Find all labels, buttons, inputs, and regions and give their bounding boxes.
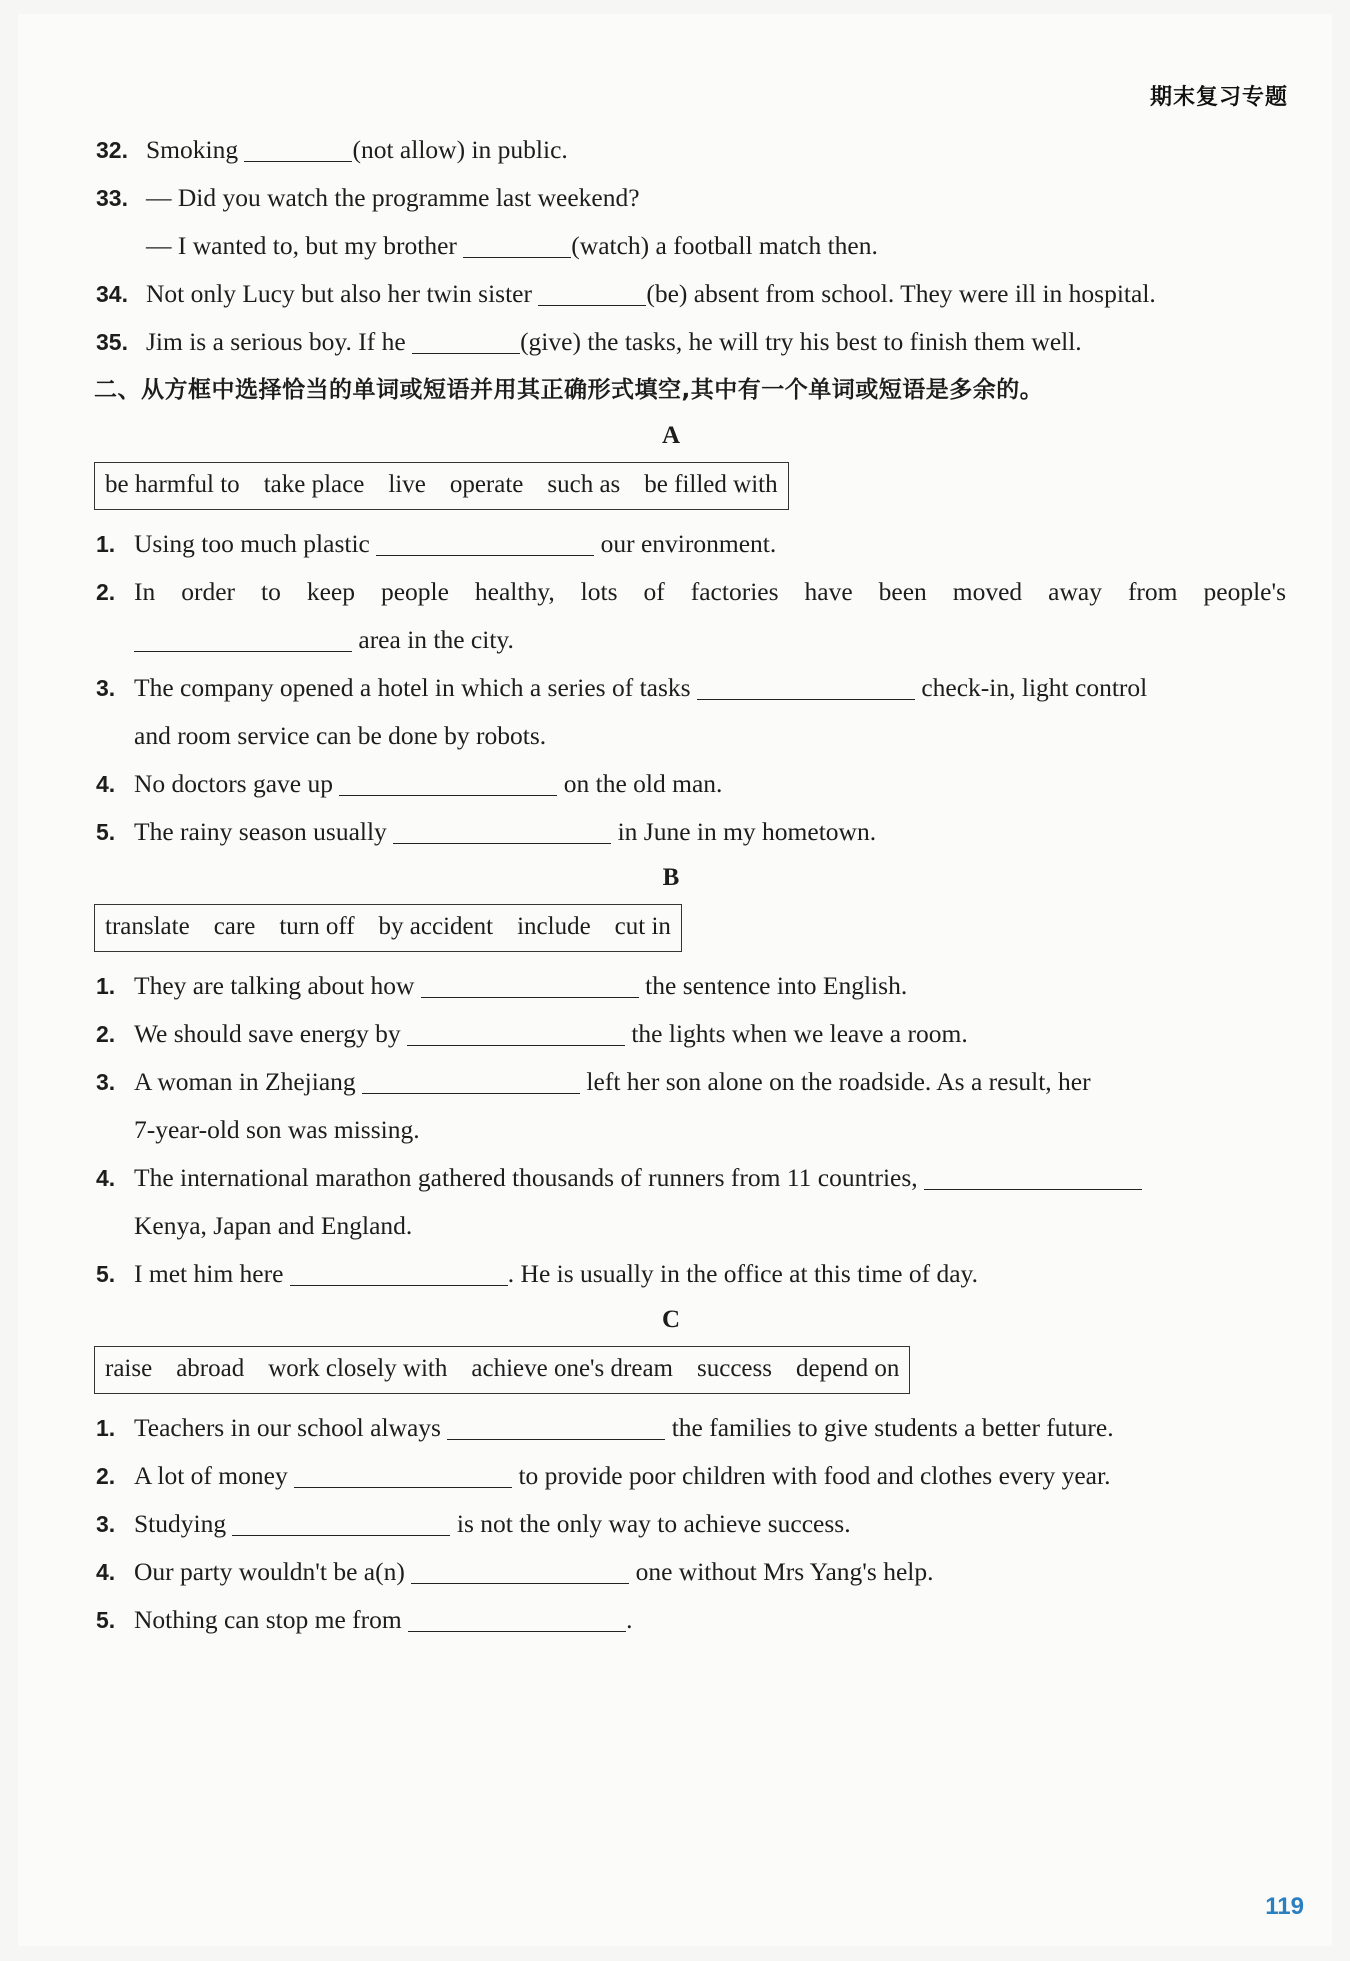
- section-b-label: B: [662, 864, 680, 891]
- question-number: 4.: [96, 771, 116, 797]
- question-number: 2.: [96, 1463, 116, 1489]
- question-text-before: The rainy season usually: [134, 817, 394, 846]
- question-text-before: Smoking: [146, 135, 245, 164]
- answer-blank[interactable]: [408, 1605, 626, 1632]
- b-question-3: [96, 1058, 1286, 1106]
- question-text: 7-year-old son was missing.: [134, 1115, 420, 1144]
- word-option: live: [388, 471, 426, 498]
- question-text-after: .: [626, 1605, 633, 1634]
- answer-blank[interactable]: [538, 279, 646, 306]
- question-number: 35.: [96, 329, 128, 355]
- running-header: 期末复习专题: [1149, 85, 1288, 110]
- question-text-before: They are talking about how: [134, 971, 421, 1000]
- answer-blank[interactable]: [290, 1259, 508, 1286]
- question-number: 3.: [96, 1511, 116, 1537]
- a-question-5: [96, 808, 1286, 856]
- b-question-5: [96, 1250, 1286, 1298]
- word-option: by accident: [378, 913, 494, 940]
- c-question-3: [96, 1500, 1286, 1548]
- question-text-after: the sentence into English.: [638, 971, 908, 1000]
- question-text-before: Studying: [134, 1509, 233, 1538]
- question-number: 33.: [96, 185, 128, 211]
- dialogue-line: — Did you watch the programme last weekend?: [146, 183, 640, 212]
- word-option: abroad: [176, 1355, 245, 1382]
- answer-blank[interactable]: [362, 1067, 580, 1094]
- answer-blank[interactable]: [244, 135, 352, 162]
- section-instruction: 二、从方框中选择恰当的单词或短语并用其正确形式填空,其中有一个单词或短语是多余的。: [94, 377, 1044, 403]
- question-text-after: (give) the tasks, he will try his best to finish them well.: [520, 327, 1082, 356]
- question-text-after: the families to give students a better future.: [665, 1413, 1114, 1442]
- question-text: and room service can be done by robots.: [134, 721, 547, 750]
- b-question-3-cont: [96, 1106, 1286, 1154]
- a-question-3: [96, 664, 1286, 712]
- answer-blank[interactable]: [411, 1557, 629, 1584]
- question-text: In order to keep people healthy, lots of factories have been moved away from people's: [134, 577, 1286, 606]
- answer-blank[interactable]: [294, 1461, 512, 1488]
- question-text-after: is not the only way to achieve success.: [450, 1509, 851, 1538]
- word-option: operate: [449, 471, 524, 498]
- b-question-2: [96, 1010, 1286, 1058]
- question-text-after: check-in, light control: [914, 673, 1148, 702]
- question-32: [96, 126, 1286, 174]
- section-c-label: C: [661, 1306, 681, 1333]
- word-option: translate: [105, 913, 190, 940]
- question-text-after: on the old man.: [557, 769, 723, 798]
- word-option: such as: [547, 471, 621, 498]
- answer-blank[interactable]: [407, 1019, 625, 1046]
- question-text-before: We should save energy by: [134, 1019, 407, 1048]
- question-text-after: our environment.: [594, 529, 777, 558]
- question-text-after: (not allow) in public.: [352, 135, 568, 164]
- b-question-1: [96, 962, 1286, 1010]
- question-text-after: . He is usually in the office at this time of day.: [507, 1259, 979, 1288]
- question-number: 5.: [96, 1607, 116, 1633]
- section-a-label: A: [661, 422, 681, 449]
- question-number: 34.: [96, 281, 128, 307]
- question-text-before: A woman in Zhejiang: [134, 1067, 363, 1096]
- question-text-after: to provide poor children with food and clothes every year.: [512, 1461, 1111, 1490]
- c-question-4: [96, 1548, 1286, 1596]
- question-34: [96, 270, 1286, 318]
- question-number: 3.: [96, 1069, 116, 1095]
- question-text-after: area in the city.: [352, 625, 514, 654]
- word-bank-a: [94, 462, 789, 510]
- word-option: be harmful to: [105, 471, 240, 498]
- word-option: take place: [263, 471, 365, 498]
- question-number: 32.: [96, 137, 128, 163]
- question-number: 2.: [96, 1021, 116, 1047]
- question-text-before: Jim is a serious boy. If he: [146, 327, 413, 356]
- a-question-4: [96, 760, 1286, 808]
- answer-blank[interactable]: [339, 769, 557, 796]
- question-text-after: left her son alone on the roadside. As a result, her: [580, 1067, 1091, 1096]
- answer-blank[interactable]: [393, 817, 611, 844]
- question-text-before: Not only Lucy but also her twin sister: [146, 279, 539, 308]
- question-text-before: A lot of money: [134, 1461, 295, 1490]
- question-text-after: in June in my hometown.: [611, 817, 877, 846]
- word-option: raise: [105, 1355, 153, 1382]
- c-question-1: [96, 1404, 1286, 1452]
- word-option: depend on: [795, 1355, 900, 1382]
- a-question-2: [96, 568, 1286, 616]
- question-number: 5.: [96, 819, 116, 845]
- word-option: be filled with: [644, 471, 778, 498]
- question-text-before: — I wanted to, but my brother: [146, 231, 464, 260]
- question-number: 2.: [96, 579, 116, 605]
- question-text-after: one without Mrs Yang's help.: [629, 1557, 934, 1586]
- question-text: Kenya, Japan and England.: [134, 1211, 413, 1240]
- question-text-before: I met him here: [134, 1259, 290, 1288]
- word-option: cut in: [614, 913, 671, 940]
- question-number: 5.: [96, 1261, 116, 1287]
- word-bank-c: [94, 1346, 910, 1394]
- b-question-4-cont: [96, 1202, 1286, 1250]
- b-question-4: [96, 1154, 1286, 1202]
- a-question-2-cont: [96, 616, 1286, 664]
- answer-blank[interactable]: [412, 327, 520, 354]
- answer-blank[interactable]: [463, 231, 571, 258]
- answer-blank[interactable]: [376, 529, 594, 556]
- question-number: 1.: [96, 1415, 116, 1441]
- a-question-1: [96, 520, 1286, 568]
- word-option: work closely with: [268, 1355, 448, 1382]
- word-option: achieve one's dream: [471, 1355, 673, 1382]
- question-number: 3.: [96, 675, 116, 701]
- question-text-after: (watch) a football match then.: [571, 231, 878, 260]
- question-number: 4.: [96, 1165, 116, 1191]
- question-text-before: Using too much plastic: [134, 529, 377, 558]
- answer-blank[interactable]: [134, 625, 352, 652]
- answer-blank[interactable]: [697, 673, 915, 700]
- question-text-before: Nothing can stop me from: [134, 1605, 409, 1634]
- word-bank-b: [94, 904, 682, 952]
- answer-blank[interactable]: [421, 971, 639, 998]
- answer-blank[interactable]: [232, 1509, 450, 1536]
- question-text-before: Our party wouldn't be a(n): [134, 1557, 412, 1586]
- a-question-3-cont: [96, 712, 1286, 760]
- question-number: 1.: [96, 531, 116, 557]
- word-option: include: [517, 913, 591, 940]
- question-33: [96, 174, 1286, 222]
- question-text-after: (be) absent from school. They were ill in hospital.: [646, 279, 1156, 308]
- word-option: success: [697, 1355, 772, 1382]
- question-number: 1.: [96, 973, 116, 999]
- answer-blank[interactable]: [924, 1163, 1142, 1190]
- question-text-after: the lights when we leave a room.: [624, 1019, 968, 1048]
- question-number: 4.: [96, 1559, 116, 1585]
- page-number: 119: [1265, 1893, 1304, 1920]
- c-question-5: [96, 1596, 1286, 1644]
- question-35: [96, 318, 1286, 366]
- word-option: turn off: [279, 913, 355, 940]
- question-text-before: No doctors gave up: [134, 769, 340, 798]
- exercise-content: [96, 126, 1286, 1644]
- answer-blank[interactable]: [447, 1413, 665, 1440]
- word-option: care: [213, 913, 256, 940]
- question-text-before: The company opened a hotel in which a series of tasks: [134, 673, 697, 702]
- question-text-before: Teachers in our school always: [134, 1413, 448, 1442]
- question-text-before: The international marathon gathered thousands of runners from 11 countries,: [134, 1163, 925, 1192]
- question-33-reply: [96, 222, 1286, 270]
- c-question-2: [96, 1452, 1286, 1500]
